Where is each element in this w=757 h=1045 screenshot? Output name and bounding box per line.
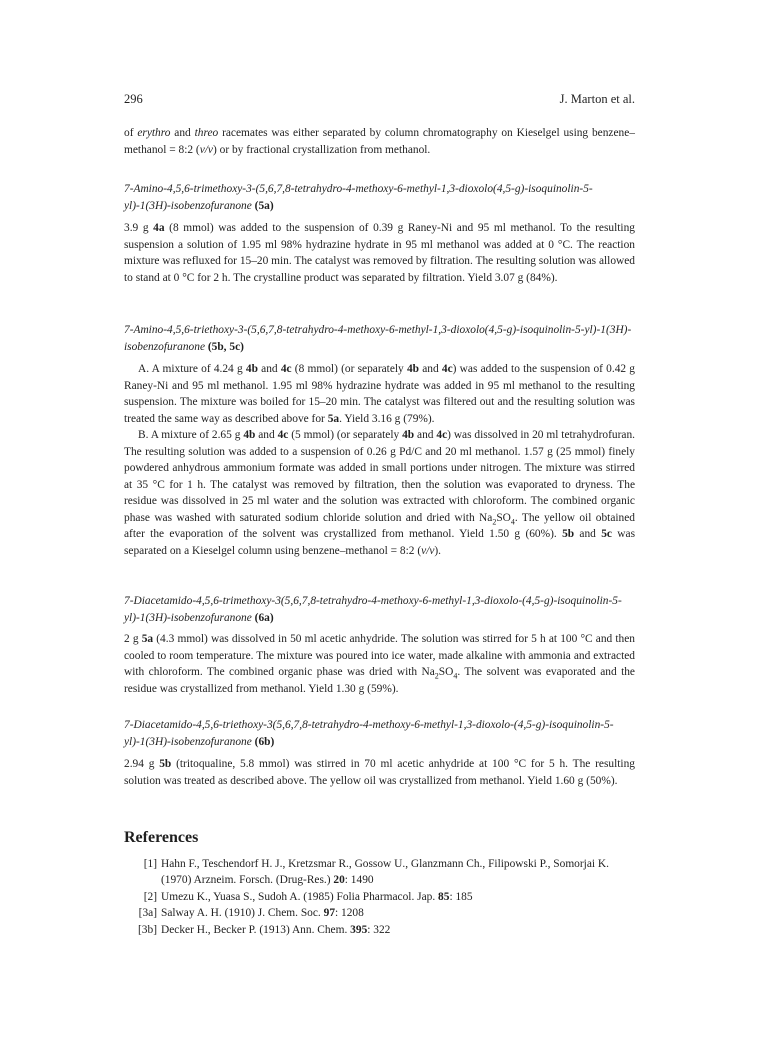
reference-item: [1] Hahn F., Teschendorf H. J., Kretzsmar R., Gossow U., Glanzmann Ch., Filipowski P., Somorjai K. (1970) Arzneim. Forsch. (Drug-Res.) 20: 1490 [143, 858, 609, 887]
reference-list [124, 856, 635, 938]
intro-paragraph: of erythro and threo racemates was either separated by column chromatography on Kieselgel using benzene–methanol = 8:2 (v/v) or by fractional crystallization from methanol. [124, 127, 635, 156]
section-title-5b-5c: 7-Amino-4,5,6-triethoxy-3-(5,6,7,8-tetrahydro-4-methoxy-6-methyl-1,3-dioxolo(4,5-g)-isoquinolin-5-yl)-1(3H)-isobenzofuranone (5b, 5c) [124, 324, 632, 353]
page-number: 296 [124, 92, 143, 106]
paragraph-6b: 2.94 g 5b (tritoqualine, 5.8 mmol) was stirred in 70 ml acetic anhydride at 100 °C for 5 h. The resulting solution was treated as described above. The yellow oil was crystallized from methanol. Yield 1.60 g (50%). [124, 758, 635, 787]
references-heading: References [124, 829, 199, 846]
paragraphs-5b-5c [124, 361, 635, 559]
section-title-5a: 7-Amino-4,5,6-trimethoxy-3-(5,6,7,8-tetrahydro-4-methoxy-6-methyl-1,3-dioxolo(4,5-g)-isoquinolin-5-yl)-1(3H)-isobenzofuranone (5a) [124, 183, 593, 212]
paragraph-6a: 2 g 5a (4.3 mmol) was dissolved in 50 ml acetic anhydride. The solution was stirred for 5 h at 100 °C and then cooled to room temperature. The mixture was poured into ice water, made alkaline with ammonia and extracted with chloroform. The combined organic phase was dried with $Na_2SO_4$. The solvent was evaporated and the residue was crystallized from methanol. Yield 1.30 g (59%). [124, 633, 636, 695]
procedure-b: B. A mixture of 2.65 g 4b and 4c (5 mmol) (or separately 4b and 4c) was dissolved in 20 ml tetrahydrofuran. The resulting solution was added to a suspension of 0.26 g Pd/C and 20 ml methanol. 1.57 g (25 mmol) finely powdered anhydrous ammonium formate was added in small portions under nitrogen. The mixture was stirred at 35 °C for 1 h. The catalyst was removed by filtration, then the solution was evaporated to dryness. The residue was dissolved in 25 ml water and the solution was extracted with chloroform. The combined organic phase was washed with saturated sodium chloride solution and dried with $Na_2SO_4$. The yellow oil obtained after the evaporation of the solvent was crystallized from methanol. Yield 1.50 g (60%). 5b and 5c was separated on a Kieselgel column using benzene–methanol = 8:2 (v/v). [124, 429, 635, 557]
reference-item: [2] Umezu K., Yuasa S., Sudoh A. (1985) Folia Pharmacol. Jap. 85: 185 [143, 890, 473, 903]
reference-item: [3b] Decker H., Becker P. (1913) Ann. Chem. 395: 322 [138, 923, 391, 936]
procedure-a: A. A mixture of 4.24 g 4b and 4c (8 mmol) (or separately 4b and 4c) was added to the suspension of 0.42 g Raney-Ni and 95 ml methanol. 1.95 ml 98% hydrazine hydrate was added in 95 ml methanol to the resulting suspension. The mixture was boiled for 15–20 min. The catalyst was filtered out and the resulting solution was treated the same way as described above for 5a. Yield 3.16 g (79%). [124, 363, 635, 425]
paragraph-5a: 3.9 g 4a (8 mmol) was added to the suspension of 0.39 g Raney-Ni and 95 ml methanol. To the resulting suspension a solution of 1.95 ml 98% hydrazine hydrate in 95 ml methanol was added at 0 °C. The reaction mixture was refluxed for 15–20 min. The catalyst was removed by filtration. The resulting solution was allowed to stand at 0 °C for 2 h. The crystalline product was separated by filtration. Yield 3.07 g (84%). [124, 222, 635, 284]
reference-item: [3a] Salway A. H. (1910) J. Chem. Soc. 97: 1208 [138, 907, 364, 920]
section-title-6b: 7-Diacetamido-4,5,6-triethoxy-3(5,6,7,8-tetrahydro-4-methoxy-6-methyl-1,3-dioxolo-(4,5-g)-isoquinolin-5-yl)-1(3H)-isobenzofuranone (6b) [124, 719, 614, 748]
section-title-6a: 7-Diacetamido-4,5,6-trimethoxy-3(5,6,7,8-tetrahydro-4-methoxy-6-methyl-1,3-dioxolo-(4,5-g)-isoquinolin-5-yl)-1(3H)-isobenzofuranone (6a) [124, 595, 622, 624]
running-head: J. Marton et al. [559, 92, 635, 106]
